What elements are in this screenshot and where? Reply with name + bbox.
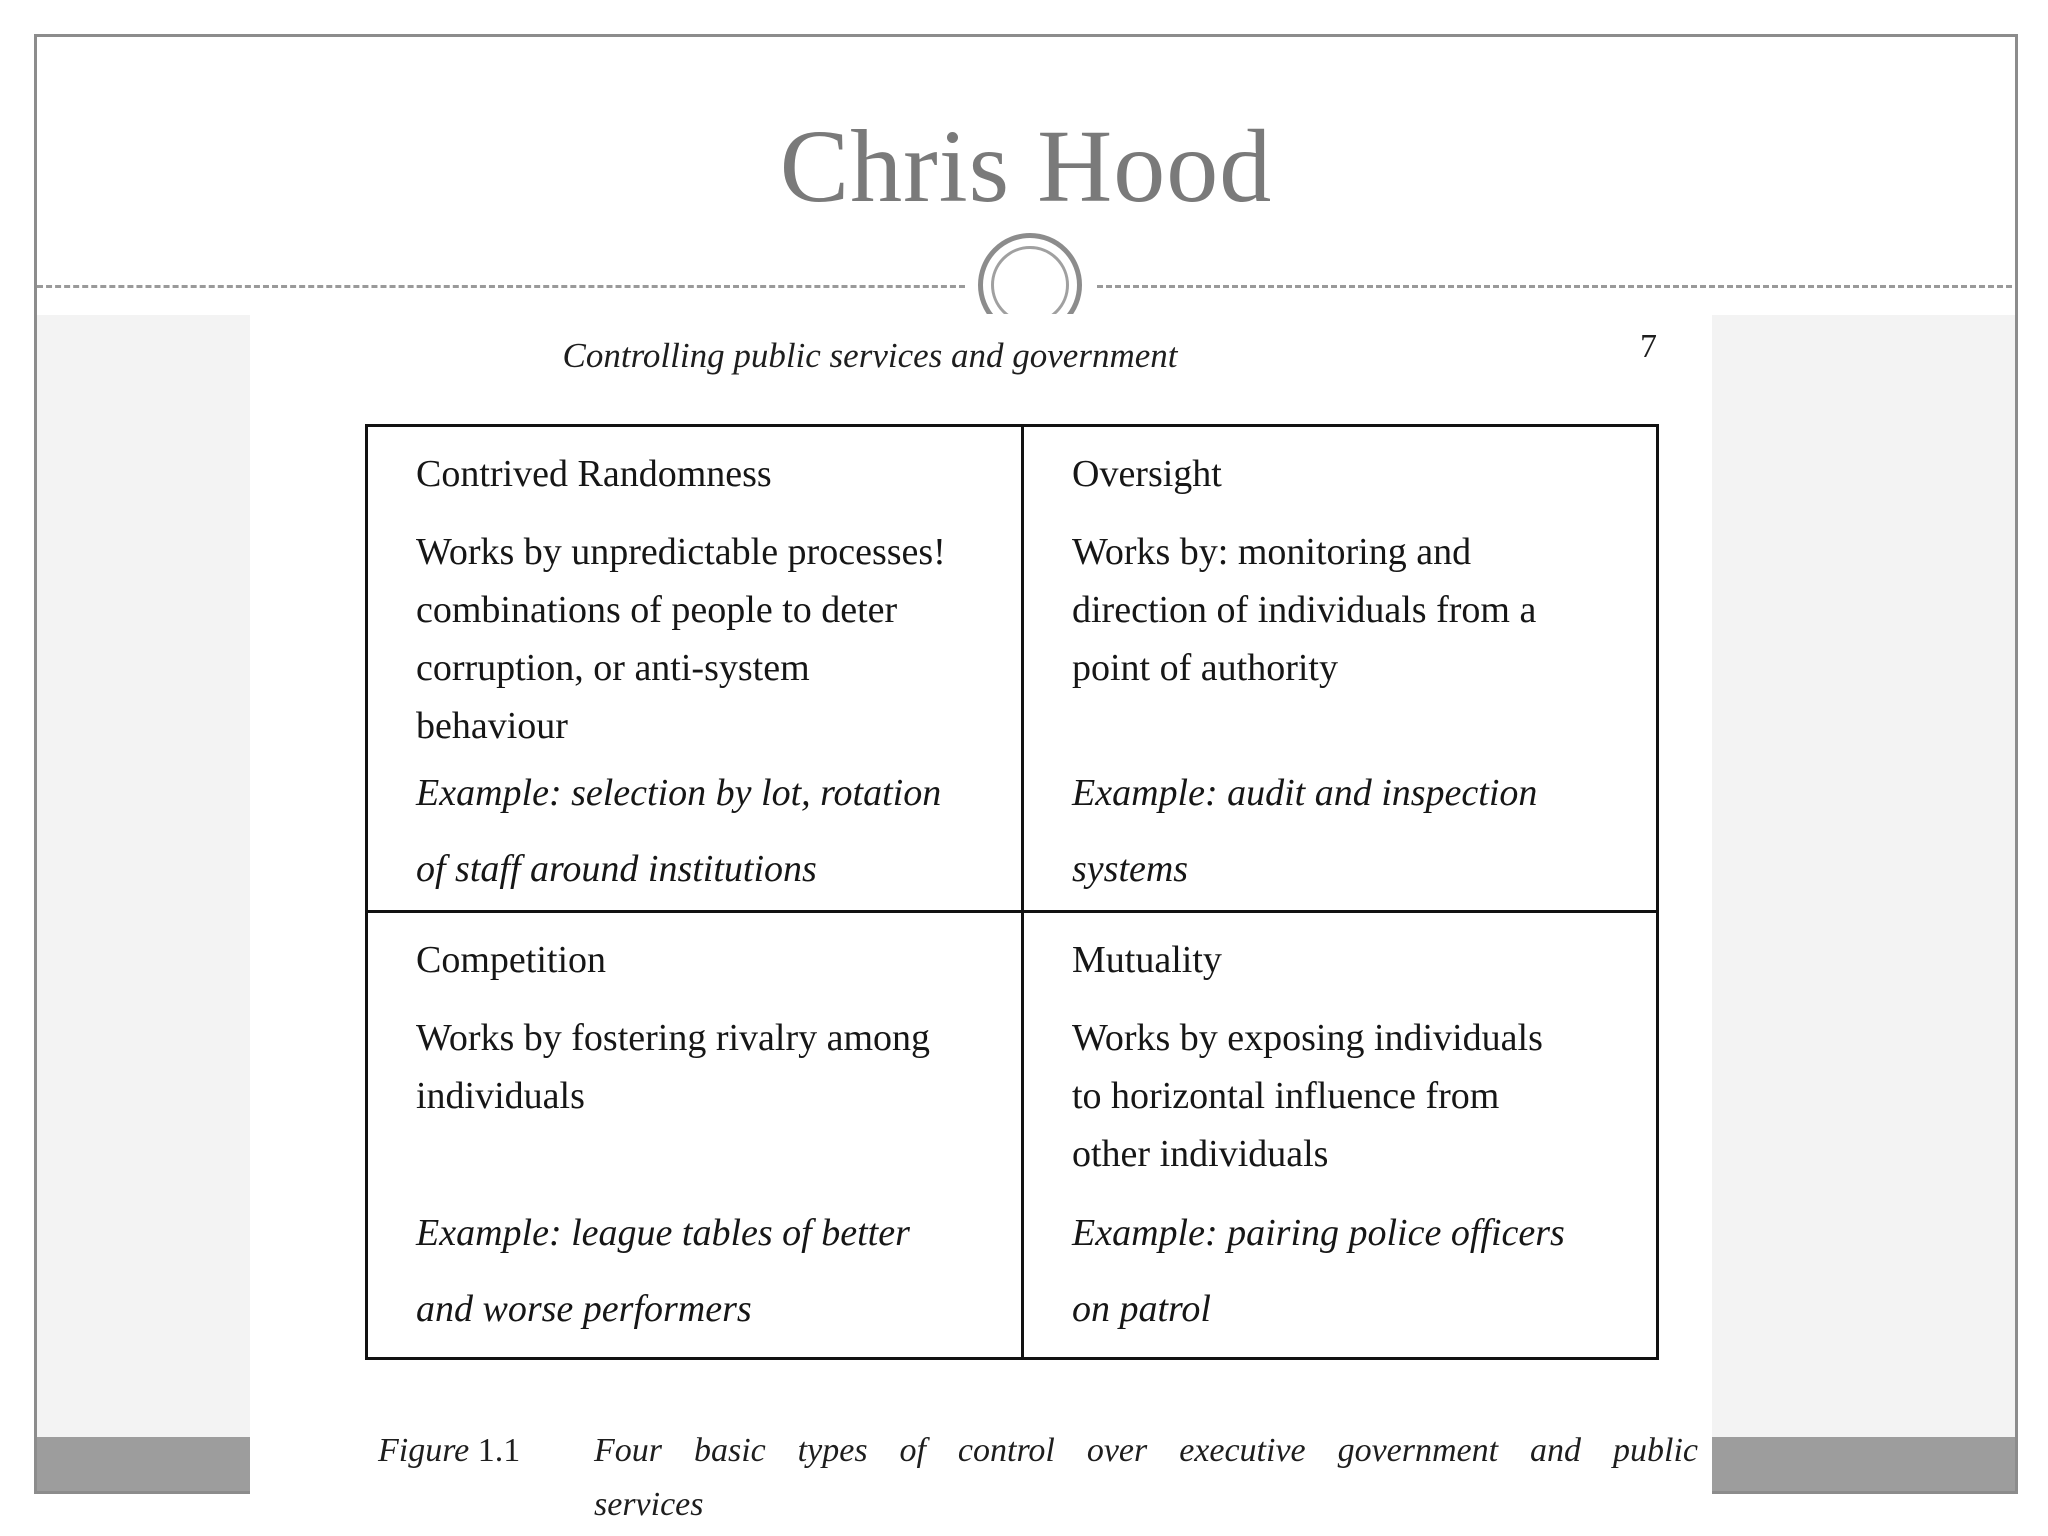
cell-body: Works by unpredictable processes! combinations of people to deter corruption, or anti-system behaviour [416,531,946,747]
page-number: 7 [1640,328,1657,365]
cell-heading: Contrived Randomness [416,453,772,495]
figure-label [378,1424,520,1478]
cell-mutuality [1024,913,1656,1357]
cell-example: Example: pairing police officers on patrol [1072,1212,1565,1330]
cell-oversight [1024,427,1656,913]
cell-body: Works by fostering rivalry among individuals [416,1017,931,1117]
running-head: Controlling public services and government [562,336,1178,375]
cell-heading: Competition [416,939,606,981]
divider-right [1097,285,2018,288]
cell-contrived-randomness [368,427,1024,913]
cell-body: Works by exposing individuals to horizontal influence from other individuals [1072,1017,1543,1175]
figure-label-number: 1.1 [477,1432,521,1469]
control-types-grid [365,424,1659,1360]
cell-competition [368,913,1024,1357]
cell-heading: Oversight [1072,453,1222,495]
cell-example: Example: league tables of better and worse performers [416,1212,910,1330]
slide-title: Chris Hood [779,109,1273,224]
cell-example: Example: selection by lot, rotation of staff around institutions [416,772,942,890]
cell-example: Example: audit and inspection systems [1072,772,1538,890]
cell-body: Works by: monitoring and direction of individuals from a point of authority [1072,531,1537,689]
scanned-book-page [250,314,1712,1536]
figure-label-word: Figure [378,1432,470,1469]
figure-caption-text: Four basic types of control over executive government and public services [594,1432,1698,1523]
divider-left [37,285,965,288]
cell-heading: Mutuality [1072,939,1222,981]
